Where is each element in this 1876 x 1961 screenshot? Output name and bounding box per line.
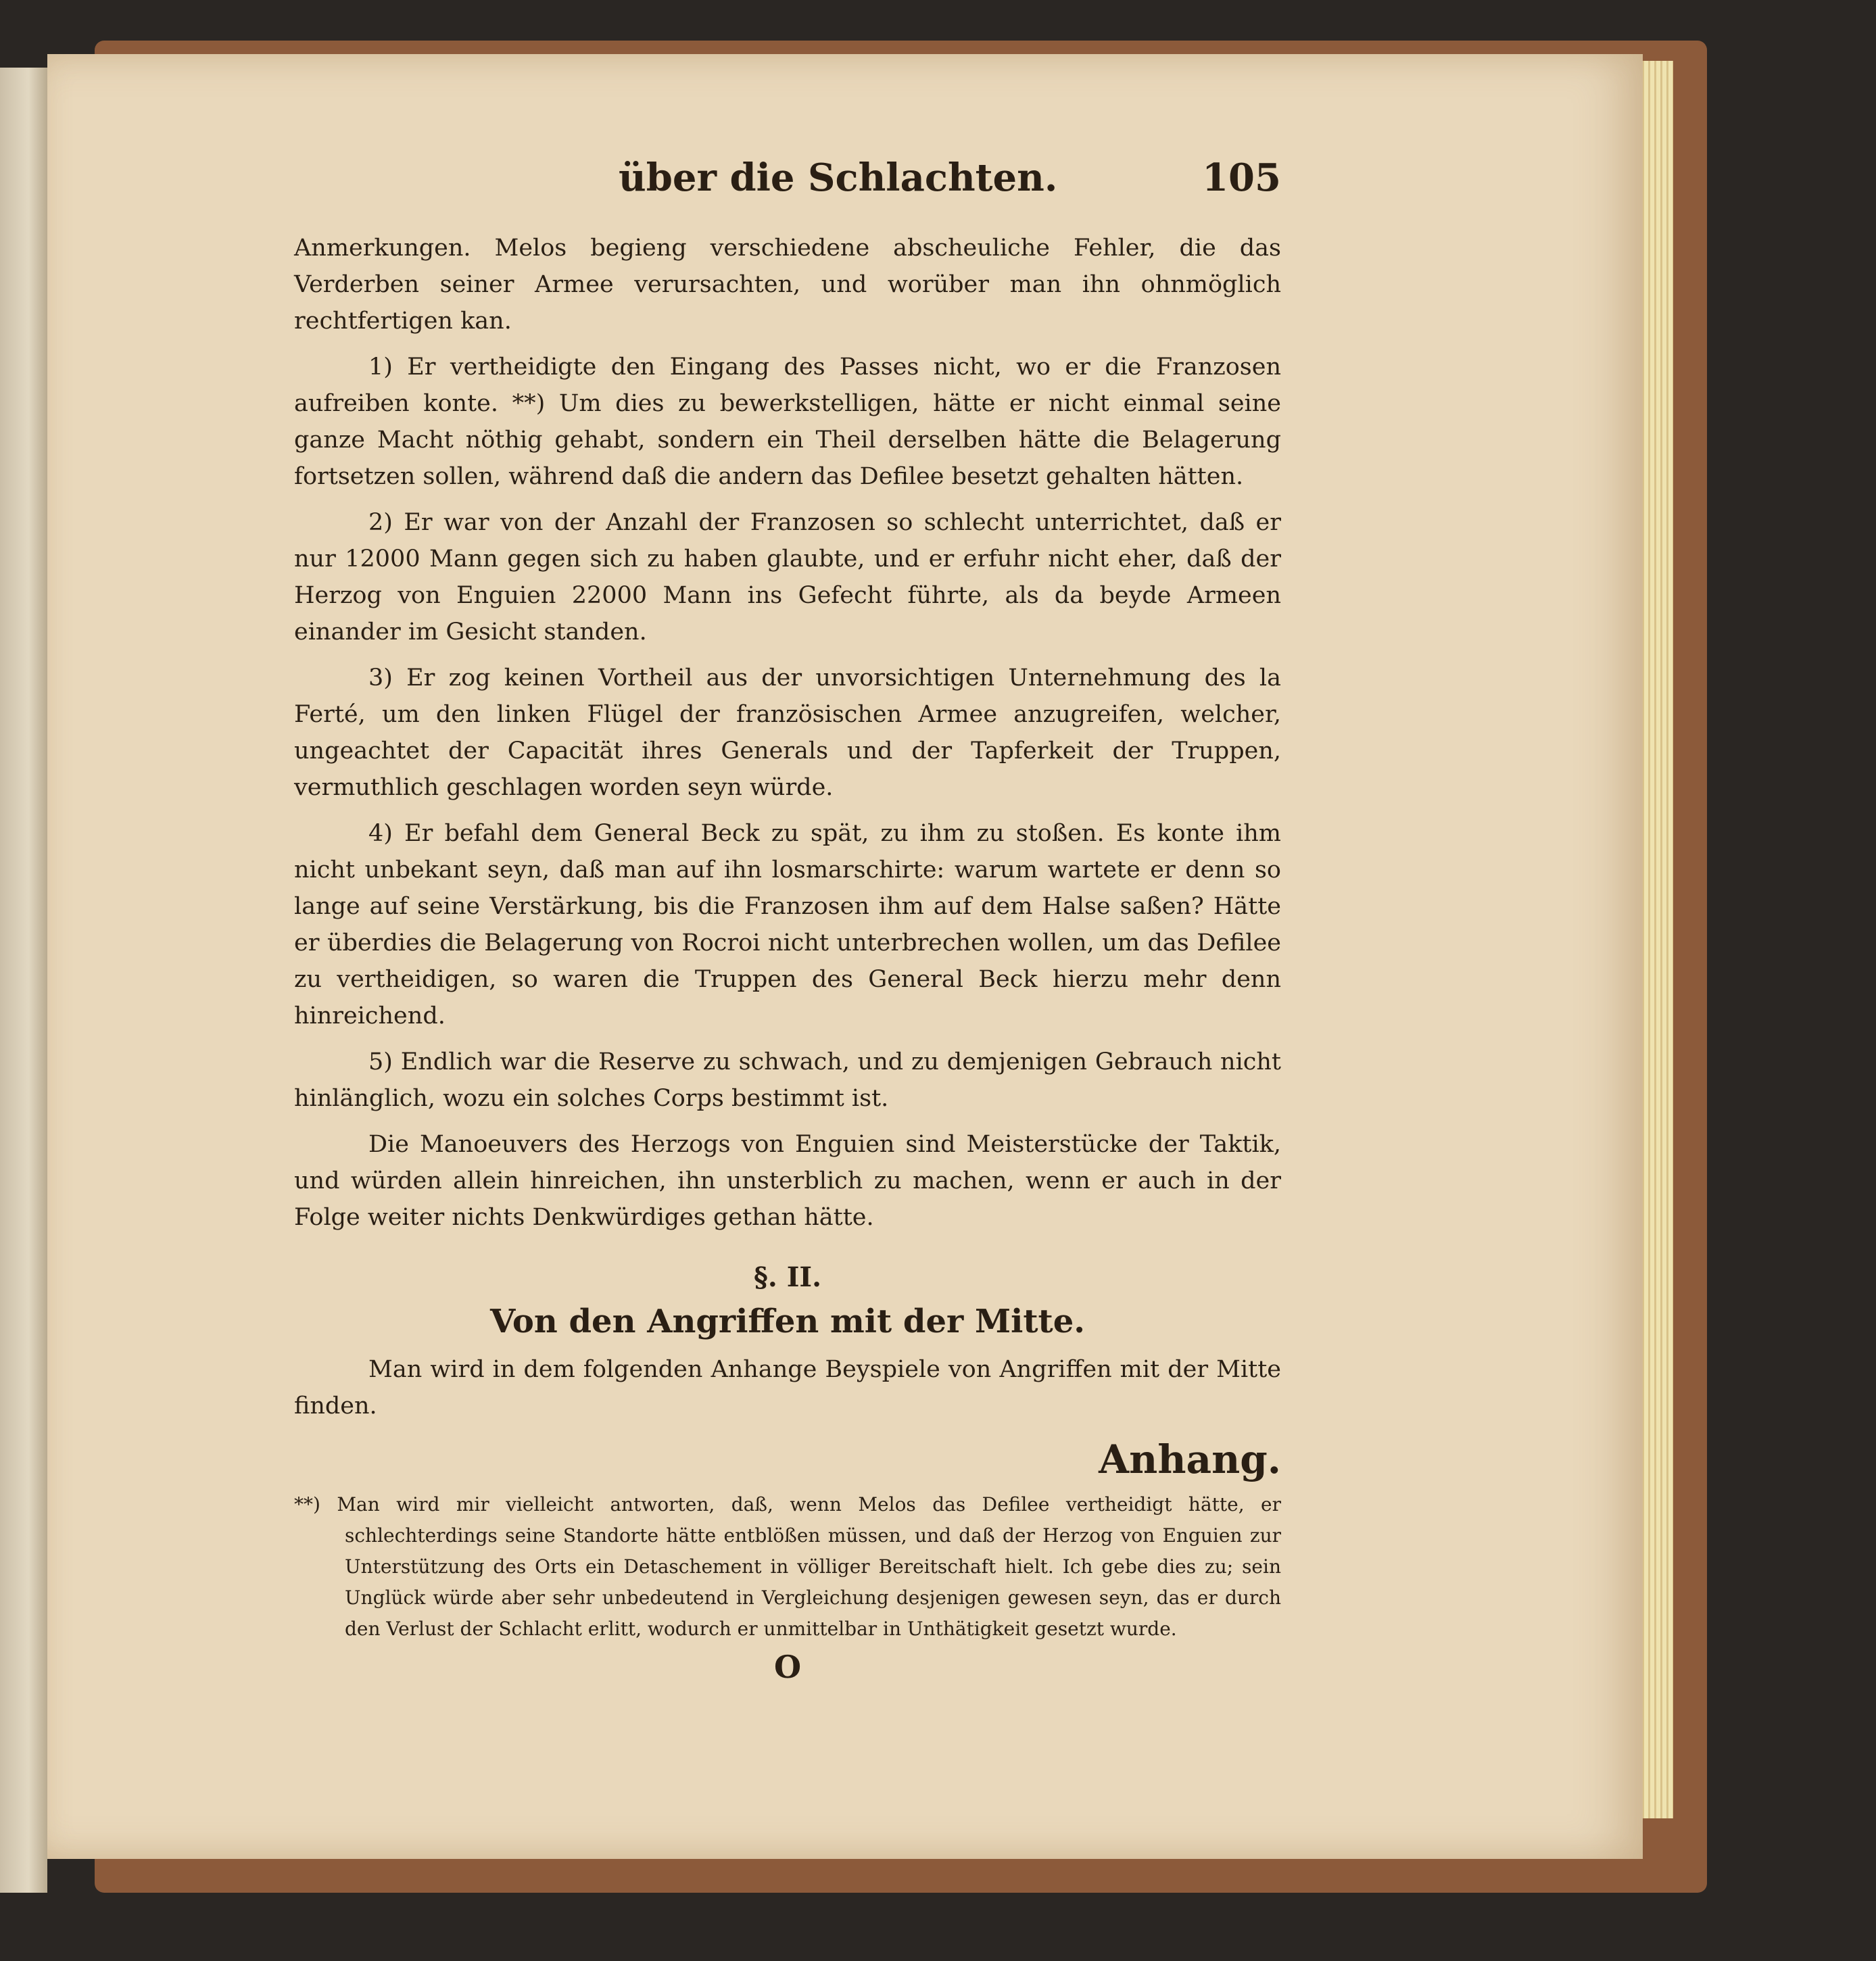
paragraph-conclusion: Die Manoeuvers des Herzogs von Enguien sind Meisterstücke der Taktik, und würden allein hinreichen, ihn unsterblich zu machen, wenn er auch in der Folge weiter nichts Denkwürdiges gethan hätte. [294, 1131, 1281, 1231]
book-binding [0, 68, 47, 1893]
paragraph-anmerkungen: Anmerkungen. Melos begieng verschiedene abscheuliche Fehler, die das Verderben seiner Armee verursachten, und worüber man ihn ohnmöglich rechtfertigen kan. [294, 235, 1281, 335]
paragraph-point-5: 5) Endlich war die Reserve zu schwach, und zu demjenigen Gebrauch nicht hinlänglich, wozu ein solches Corps bestimmt ist. [294, 1048, 1281, 1112]
paragraph-point-4: 4) Er befahl dem General Beck zu spät, zu ihm zu stoßen. Es konte ihm nicht unbekant seyn, daß man auf ihn losmarschirte: warum wartete er denn so lange auf seine Verstärkung, bis die Franzosen ihm auf dem Halse saßen? Hätte er überdies die Belagerung von Rocroi nicht unterbrechen wollen, um das Defilee zu vertheidigen, so waren die Truppen des General Beck hierzu mehr denn hinreichend. [294, 820, 1281, 1030]
section-mark: §. II. [753, 1261, 822, 1293]
signature-mark: O [773, 1649, 802, 1685]
section-title: Von den Angriffen mit der Mitte. [490, 1303, 1085, 1340]
paragraph-point-1: 1) Er vertheidigte den Eingang des Passes nicht, wo er die Franzosen aufreiben konte. **) Um dies zu bewerkstelligen, hätte er nicht einmal seine ganze Macht nöthig gehabt, sondern ein Theil derselben hätte die Belagerung fortsetzen sollen, während daß die andern das Defilee besetzt gehalten hätten. [294, 354, 1281, 490]
paragraph-point-3: 3) Er zog keinen Vortheil aus der unvorsichtigen Unternehmung des la Ferté, um den linken Flügel der französischen Armee anzugreifen, welcher, ungeachtet der Capacität ihres Generals und der Tapferkeit der Truppen, vermuthlich geschlagen worden seyn würde. [294, 664, 1281, 801]
running-head [294, 155, 1281, 216]
page-number: 105 [1202, 155, 1281, 200]
footnote: **) Man wird mir vielleicht antworten, daß, wenn Melos das Defilee vertheidigt hätte, er schlechterdings seine Standorte hätte entblößen müssen, und daß der Herzog von Enguien zur Unterstützung des Orts ein Detaschement in völliger Bereitschaft hielt. Ich gebe dies zu; sein Unglück würde aber sehr unbedeutend in Vergleichung desjenigen gewesen seyn, das er durch den Verlust der Schlacht erlitt, wodurch er unmittelbar in Unthätigkeit gesetzt wurde. [294, 1493, 1281, 1640]
anhang-heading: Anhang. [1099, 1436, 1281, 1482]
paragraph-point-2: 2) Er war von der Anzahl der Franzosen so schlecht unterrichtet, daß er nur 12000 Mann gegen sich zu haben glaubte, und er erfuhr nicht eher, daß der Herzog von Enguien 22000 Mann ins Gefecht führte, als da beyde Armeen einander im Gesicht standen. [294, 509, 1281, 646]
page-content [294, 155, 1281, 1685]
section-text: Man wird in dem folgenden Anhange Beyspiele von Angriffen mit der Mitte finden. [294, 1356, 1281, 1420]
running-title: über die Schlachten. [619, 155, 1058, 200]
